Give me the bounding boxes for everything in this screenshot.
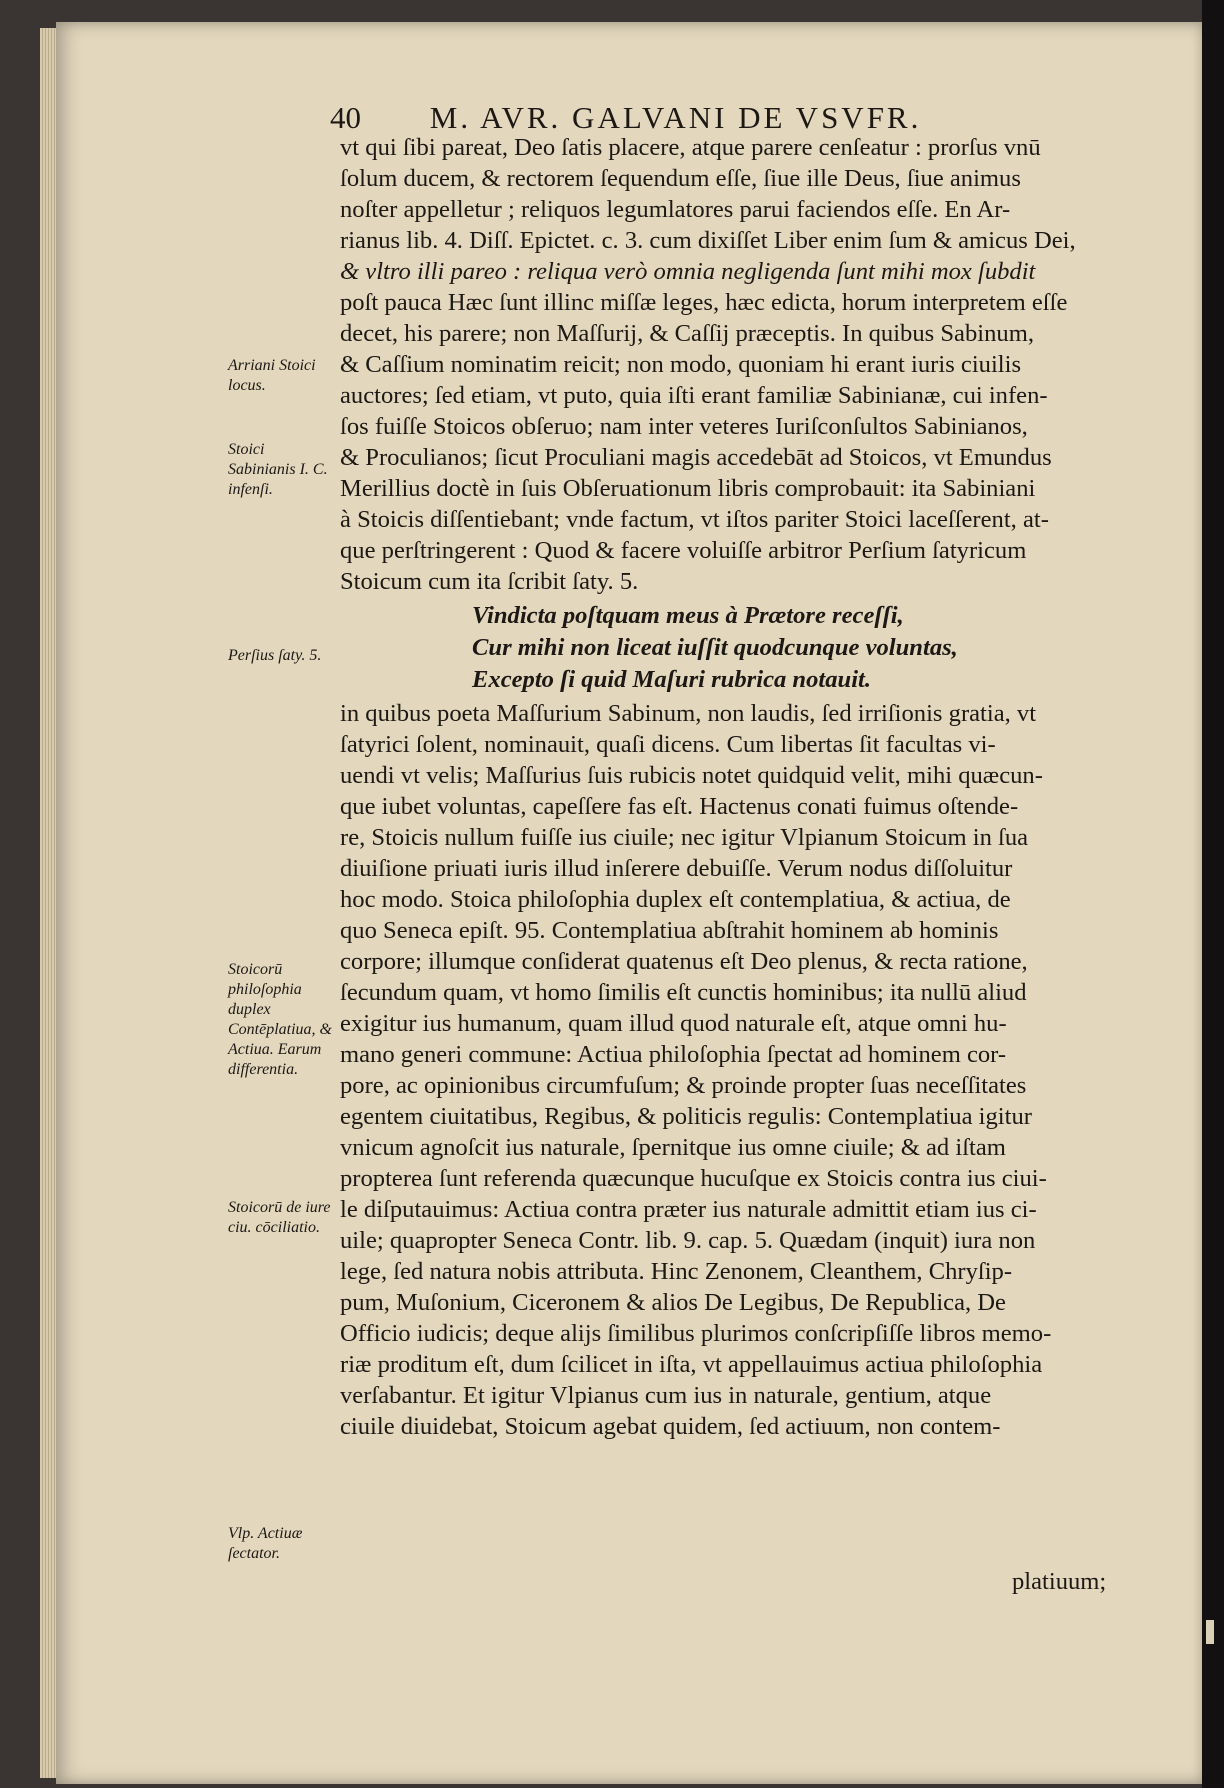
page-number: 40 (330, 100, 361, 135)
text-line: poſt pauca Hæc ſunt illinc miſſæ leges, hæc edicta, horum interpretem eſſe (340, 289, 1068, 316)
verse-line: Excepto ſi quid Maſuri rubrica notauit. (472, 666, 872, 693)
text-line: Stoicum cum ita ſcribit ſaty. 5. (340, 568, 639, 595)
text-line: egentem ciuitatibus, Regibus, & politicis regulis: Contemplatiua igitur (340, 1103, 1032, 1130)
text-line: à Stoicis diſſentiebant; vnde factum, vt iſtos pariter Stoici laceſſerent, at- (340, 506, 1049, 533)
margin-note: Vlp. Actiuæ ſectator. (228, 1525, 303, 1562)
text-line: uendi vt velis; Maſſurius ſuis rubicis notet quidquid velit, mihi quæcun- (340, 762, 1043, 789)
page-marker (1206, 1620, 1214, 1644)
text-line: ſatyrici ſolent, nominauit, quaſi dicens. Cum libertas ſit facultas vi- (340, 731, 996, 758)
text-line: in quibus poeta Maſſurium Sabinum, non laudis, ſed irriſionis gratia, vt (340, 700, 1037, 727)
text-line: que perſtringerent : Quod & facere voluiſſe arbitror Perſium ſatyricum (340, 537, 1027, 564)
right-border (1202, 0, 1224, 1788)
text-line: & Caſſium nominatim reicit; non modo, quoniam hi erant iuris ciuilis (340, 351, 1022, 378)
text-line: Officio iudicis; deque alijs ſimilibus plurimos conſcripſiſſe libros memo- (340, 1320, 1052, 1347)
text-line: noſter appelletur ; reliquos legumlatores parui faciendos eſſe. En Ar- (340, 196, 1011, 223)
text-line: hoc modo. Stoica philoſophia duplex eſt contemplatiua, & actiua, de (340, 886, 1011, 913)
text-line: propterea ſunt referenda quæcunque hucuſque ex Stoicis contra ius ciui- (340, 1165, 1047, 1192)
text-line: le diſputauimus: Actiua contra præter ius naturale admittit etiam ius ci- (340, 1196, 1037, 1223)
running-header (330, 100, 921, 136)
text-line: corpore; illumque conſiderat quatenus eſt Deo plenus, & recta ratione, (340, 948, 1028, 975)
text-line: auctores; ſed etiam, vt puto, quia iſti erant familiæ Sabinianæ, cui infen- (340, 382, 1048, 409)
text-line: ſecundum quam, vt homo ſimilis eſt cunctis hominibus; ita nullū aliud (340, 979, 1027, 1006)
text-line: & Proculianos; ſicut Proculiani magis accedebāt ad Stoicos, vt Emundus (340, 444, 1052, 471)
text-line: rianus lib. 4. Diſſ. Epictet. c. 3. cum dixiſſet Liber enim ſum & amicus Dei, (340, 227, 1076, 254)
verse-line: Cur mihi non liceat iuſſit quodcunque voluntas, (472, 634, 958, 661)
text-line: uile; quapropter Seneca Contr. lib. 9. cap. 5. Quædam (inquit) iura non (340, 1227, 1036, 1254)
margin-note: Stoicorū philoſophia duplex Contēplatiua, & Actiua. Earum differentia. (228, 961, 332, 1078)
text-line: vt qui ſibi pareat, Deo ſatis placere, atque parere cenſeatur : prorſus vnū (340, 134, 1041, 161)
catchword: platiuum; (1012, 1568, 1107, 1595)
running-title: M. AVR. GALVANI DE VSVFR. (429, 100, 922, 135)
text-line: mano generi commune: Actiua philoſophia ſpectat ad hominem cor- (340, 1041, 1007, 1068)
text-line: lege, ſed natura nobis attributa. Hinc Zenonem, Cleanthem, Chryſip- (340, 1258, 1013, 1285)
margin-note: Stoicorū de iure ciu. cōciliatio. (228, 1199, 331, 1236)
text-line: ſolum ducem, & rectorem ſequendum eſſe, ſiue ille Deus, ſiue animus (340, 165, 1021, 192)
text-line: quo Seneca epiſt. 95. Contemplatiua abſtrahit hominem ab hominis (340, 917, 999, 944)
text-line: decet, his parere; non Maſſurij, & Caſſij præceptis. In quibus Sabinum, (340, 320, 1034, 347)
margin-note: Arriani Stoici locus. (228, 357, 316, 394)
text-line: exigitur ius humanum, quam illud quod naturale eſt, atque omni hu- (340, 1010, 1007, 1037)
text-line: ſos fuiſſe Stoicos obſeruo; nam inter veteres Iuriſconſultos Sabinianos, (340, 413, 1028, 440)
text-line: ciuile diuidebat, Stoicum agebat quidem, ſed actiuum, non contem- (340, 1413, 1001, 1440)
text-line: diuiſione priuati iuris illud inſerere debuiſſe. Verum nodus diſſoluitur (340, 855, 1013, 882)
text-line: pore, ac opinionibus circumfuſum; & proinde propter ſuas neceſſitates (340, 1072, 1027, 1099)
text-line: que iubet voluntas, capeſſere fas eſt. Hactenus conati fuimus oſtende- (340, 793, 1019, 820)
text-line: verſabantur. Et igitur Vlpianus cum ius in naturale, gentium, atque (340, 1382, 992, 1409)
text-line: pum, Muſonium, Ciceronem & alios De Legibus, De Republica, De (340, 1289, 1006, 1316)
text-line: riæ proditum eſt, dum ſcilicet in iſta, vt appellauimus actiua philoſophia (340, 1351, 1043, 1378)
margin-note: Stoici Sabinianis I. C. infenſi. (228, 441, 328, 498)
text-line: Merillius doctè in ſuis Obſeruationum libris comprobauit: ita Sabiniani (340, 475, 1036, 502)
text-line: vnicum agnoſcit ius naturale, ſpernitque ius omne ciuile; & ad iſtam (340, 1134, 1006, 1161)
text-line: & vltro illi pareo : reliqua verò omnia negligenda ſunt mihi mox ſubdit (340, 258, 1036, 285)
verse-line: Vindicta poſtquam meus à Prætore receſſi, (472, 602, 904, 629)
margin-note: Perſius ſaty. 5. (228, 647, 322, 664)
text-line: re, Stoicis nullum fuiſſe ius ciuile; nec igitur Vlpianum Stoicum in ſua (340, 824, 1029, 851)
